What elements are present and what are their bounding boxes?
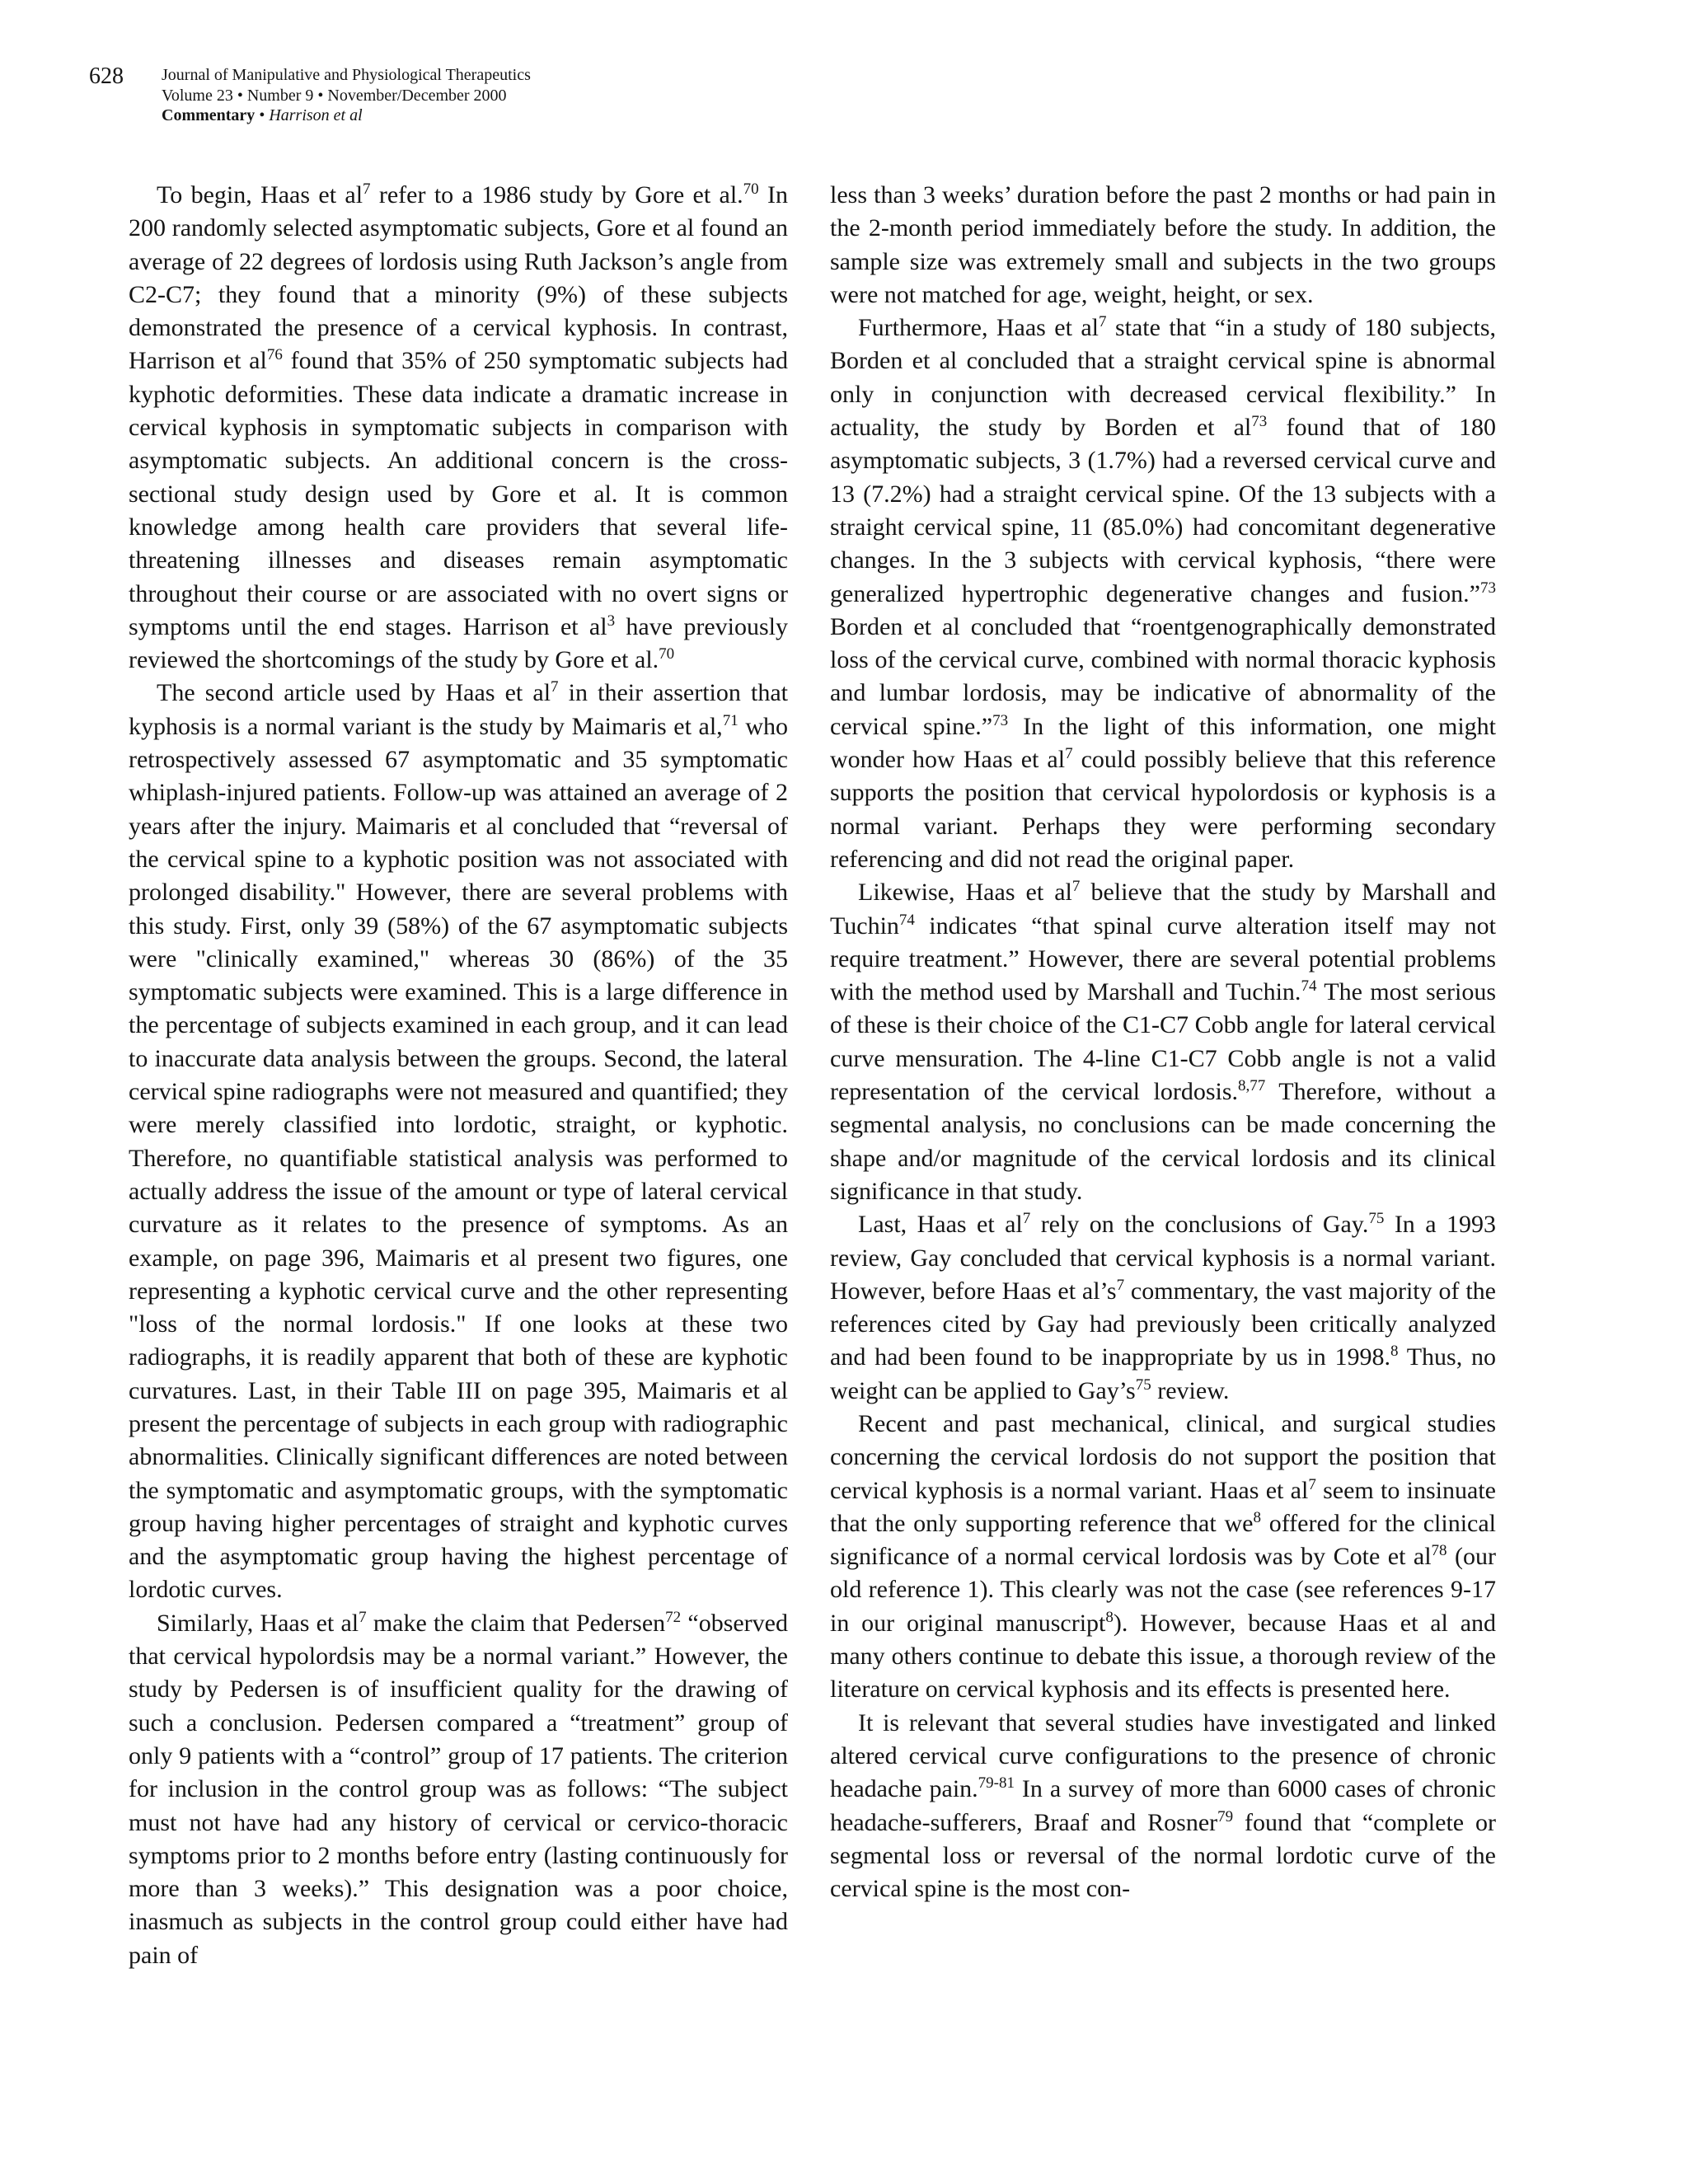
paragraph xyxy=(830,876,1496,1208)
running-authors: Harrison et al xyxy=(269,106,363,124)
paragraph xyxy=(830,179,1496,312)
text-run: in their assertion that kyphosis is a normal variant is the study by Maimaris et al, xyxy=(129,679,788,740)
citation-superscript: 79-81 xyxy=(978,1774,1015,1793)
citation-superscript: 7 xyxy=(1022,1210,1031,1228)
text-run: make the claim that Pedersen xyxy=(366,1609,666,1637)
text-run: state that “in a study of 180 subjects, Borden et al concluded that a straight cervical spine is abnormal only in conjunction with decreased cervical flexibility.” In actuality, the study by Borden et al xyxy=(830,314,1497,442)
citation-superscript: 78 xyxy=(1431,1542,1447,1560)
paragraph xyxy=(129,179,788,677)
citation-superscript: 76 xyxy=(266,346,283,364)
citation-superscript: 7 xyxy=(1065,745,1073,763)
text-run: Similarly, Haas et al xyxy=(157,1609,359,1637)
running-head xyxy=(162,65,531,126)
text-run: less than 3 weeks’ duration before the past 2 months or had pain in the 2-month period immediately before the study. In addition, the sample size was extremely small and subjects in the two groups were not matched for age, weight, height, or sex. xyxy=(830,181,1496,308)
text-run: refer to a 1986 study by Gore et al. xyxy=(370,181,743,209)
text-run: believe that the study by Marshall and Tuchin xyxy=(830,879,1496,940)
paragraph xyxy=(830,1208,1496,1408)
citation-superscript: 79 xyxy=(1217,1807,1234,1825)
text-run: The most serious of these is their choice of the C1-C7 Cobb angle for lateral cervical curve mensuration. The 4-line C1-C7 Cobb angle is not a valid representation of the cervical lordosis. xyxy=(830,978,1497,1106)
text-run: indicates “that spinal curve alteration itself may not require treatment.” However, there are several potential problems with the method used by Marshall and Tuchin. xyxy=(830,912,1496,1006)
citation-superscript: 75 xyxy=(1135,1376,1151,1394)
citation-superscript: 7 xyxy=(359,1608,367,1626)
text-run: review. xyxy=(1151,1376,1230,1404)
citation-superscript: 7 xyxy=(1308,1475,1316,1493)
citation-superscript: 3 xyxy=(607,612,616,630)
text-run: seem to insinuate that the only supporting reference that we xyxy=(830,1476,1496,1537)
citation-superscript: 73 xyxy=(1251,413,1268,431)
page-number: 628 xyxy=(89,63,124,89)
citation-superscript: 8,77 xyxy=(1238,1077,1266,1095)
text-run: “observed that cervical hypolordsis may be a normal variant.” However, the study by Pedersen is of insufficient quality for the drawing of such a conclusion. Pedersen compared a “treatment” group of only 9 patients with a “control” group of 17 patients. The criterion for inclusion in the control group was as follows: “The subject must not have had any history of cervical or cervico-thoracic symptoms prior to 2 months before entry (lasting continuously for more than 3 weeks).” This designation was a poor choice, inasmuch as subjects in the control group could either have had pain of xyxy=(129,1609,788,1969)
citation-superscript: 73 xyxy=(992,711,1009,729)
citation-superscript: 72 xyxy=(665,1608,682,1626)
text-run: found that “complete or segmental loss or reversal of the normal lordotic curve of the cervical spine is the most con- xyxy=(830,1808,1496,1903)
text-run: who retrospectively assessed 67 asymptomatic and 35 symptomatic whiplash-injured patients. Follow-up was attained an average of 2 years after the injury. Maimaris et al concluded that “reversal of the cervical spine to a kyphotic position was not associated with prolonged disability." However, there are several problems with this study. First, only 39 (58%) of the 67 asymptomatic subjects were "clinically examined," whereas 30 (86%) of the 35 symptomatic subjects were examined. This is a large difference in the percentage of subjects examined in each group, and it can lead to inaccurate data analysis between the groups. Second, the lateral cervical spine radiographs were not measured and quantified; they were merely classified into lordotic, straight, or kyphotic. Therefore, no quantifiable statistical analysis was performed to actually address the issue of the amount or type of lateral cervical curvature as it relates to the presence of symptoms. As an example, on page 396, Maimaris et al present two figures, one representing a kyphotic cervical curve and the other representing "loss of the normal lordosis." If one looks at these two radiographs, it is readily apparent that both of these are kyphotic curvatures. Last, in their Table III on page 395, Maimaris et al present the percentage of subjects in each group with radiographic abnormalities. Clinically significant differences are noted between the symptomatic and asymptomatic groups, with the symptomatic group having higher percentages of straight and kyphotic curves and the asymptomatic group having the highest percentage of lordotic curves. xyxy=(129,712,788,1604)
text-run: In a 1993 review, Gay concluded that cervical kyphosis is a normal variant. However, before Haas et al’s xyxy=(830,1211,1497,1305)
paragraph xyxy=(830,1408,1496,1707)
paragraph xyxy=(830,1707,1496,1906)
citation-superscript: 7 xyxy=(1116,1276,1125,1294)
right-column xyxy=(830,179,1496,1905)
journal-title: Journal of Manipulative and Physiological Therapeutics xyxy=(162,66,531,84)
paragraph xyxy=(129,677,788,1606)
text-run: Last, Haas et al xyxy=(858,1211,1023,1239)
citation-superscript: 70 xyxy=(659,645,675,663)
text-run: rely on the conclusions of Gay. xyxy=(1030,1211,1369,1239)
citation-superscript: 7 xyxy=(551,678,559,696)
volume-info: Volume 23 • Number 9 • November/December 2000 xyxy=(162,86,507,105)
text-run: It is relevant that several studies have investigated and linked altered cervical curve configurations to the presence of chronic headache pain. xyxy=(830,1708,1496,1803)
citation-superscript: 7 xyxy=(1071,878,1081,896)
citation-superscript: 73 xyxy=(1480,579,1496,597)
paragraph xyxy=(830,312,1496,876)
text-run: found that of 180 asymptomatic subjects, 3 (1.7%) had a reversed cervical curve and 13 (7.2%) had a straight cervical spine. Of the 13 subjects with a straight cervical spine, 11 (85.0%) had concomitant degenerative changes. In the 3 subjects with cervical kyphosis, “there were generalized hypertrophic degenerative changes and fusion.” xyxy=(830,414,1496,607)
citation-superscript: 75 xyxy=(1368,1210,1385,1228)
citation-superscript: 74 xyxy=(898,911,915,929)
citation-superscript: 74 xyxy=(1301,977,1317,996)
citation-superscript: 7 xyxy=(1099,313,1107,331)
citation-superscript: 71 xyxy=(722,711,738,729)
text-run: Thus, no weight can be applied to Gay’s xyxy=(830,1343,1496,1404)
text-run: could possibly believe that this reference supports the position that cervical hypolordosis or kyphosis is a normal variant. Perhaps they were performing secondary referencing and did not read the original paper. xyxy=(830,746,1496,873)
text-run: Recent and past mechanical, clinical, and surgical studies concerning the cervical lordosis do not support the position that cervical kyphosis is a normal variant. Haas et al xyxy=(830,1409,1496,1504)
text-run: Borden et al concluded that “roentgenographically demonstrated loss of the cervical curve, combined with normal thoracic kyphosis and lumbar lordosis, may be indicative of abnormality of the cervical spine.” xyxy=(830,612,1496,740)
section-label: Commentary xyxy=(162,106,256,124)
section-separator: • xyxy=(255,106,270,124)
text-run: (our old reference 1). This clearly was not the case (see references 9-17 in our original manuscript xyxy=(830,1543,1497,1637)
text-run: The second article used by Haas et al xyxy=(157,679,551,707)
text-run: ). However, because Haas et al and many others continue to debate this issue, a thorough review of the literature on cervical kyphosis and its effects is presented here. xyxy=(830,1609,1497,1704)
text-run: Therefore, without a segmental analysis, no conclusions can be made concerning the shape and/or magnitude of the cervical lordosis and its clinical significance in that study. xyxy=(830,1078,1496,1205)
text-run: have previously reviewed the shortcomings of the study by Gore et al. xyxy=(129,612,788,674)
text-run: offered for the clinical significance of a normal cervical lordosis was by Cote et al xyxy=(830,1509,1496,1571)
text-run: Furthermore, Haas et al xyxy=(858,314,1100,342)
citation-superscript: 8 xyxy=(1253,1508,1261,1526)
section-line xyxy=(162,105,531,126)
text-run: In 200 randomly selected asymptomatic subjects, Gore et al found an average of 22 degrees of lordosis using Ruth Jackson’s angle from C2-C7; they found that a minority (9%) of these subjects demonstrated the presence of a cervical kyphosis. In contrast, Harrison et al xyxy=(129,181,788,375)
citation-superscript: 8 xyxy=(1390,1343,1399,1361)
paragraph xyxy=(129,1607,788,1972)
text-run: In a survey of more than 6000 cases of chronic headache-sufferers, Braaf and Rosner xyxy=(830,1775,1496,1836)
citation-superscript: 7 xyxy=(363,180,371,198)
left-column xyxy=(129,179,788,1972)
text-run: commentary, the vast majority of the references cited by Gay had previously been critically analyzed and had been found to be inappropriate by us in 1998. xyxy=(830,1277,1496,1371)
text-run: found that 35% of 250 symptomatic subjects had kyphotic deformities. These data indicate a dramatic increase in cervical kyphosis in symptomatic subjects in comparison with asymptomatic subjects. An additional concern is the cross-sectional study design used by Gore et al. It is common knowledge among health care providers that several life-threatening illnesses and diseases remain asymptomatic throughout their course or are associated with no overt signs or symptoms until the end stages. Harrison et al xyxy=(129,347,788,640)
text-run: Likewise, Haas et al xyxy=(858,879,1072,907)
citation-superscript: 8 xyxy=(1105,1608,1114,1626)
citation-superscript: 70 xyxy=(743,180,759,198)
text-run: To begin, Haas et al xyxy=(157,181,363,209)
text-run: In the light of this information, one might wonder how Haas et al xyxy=(830,712,1497,774)
